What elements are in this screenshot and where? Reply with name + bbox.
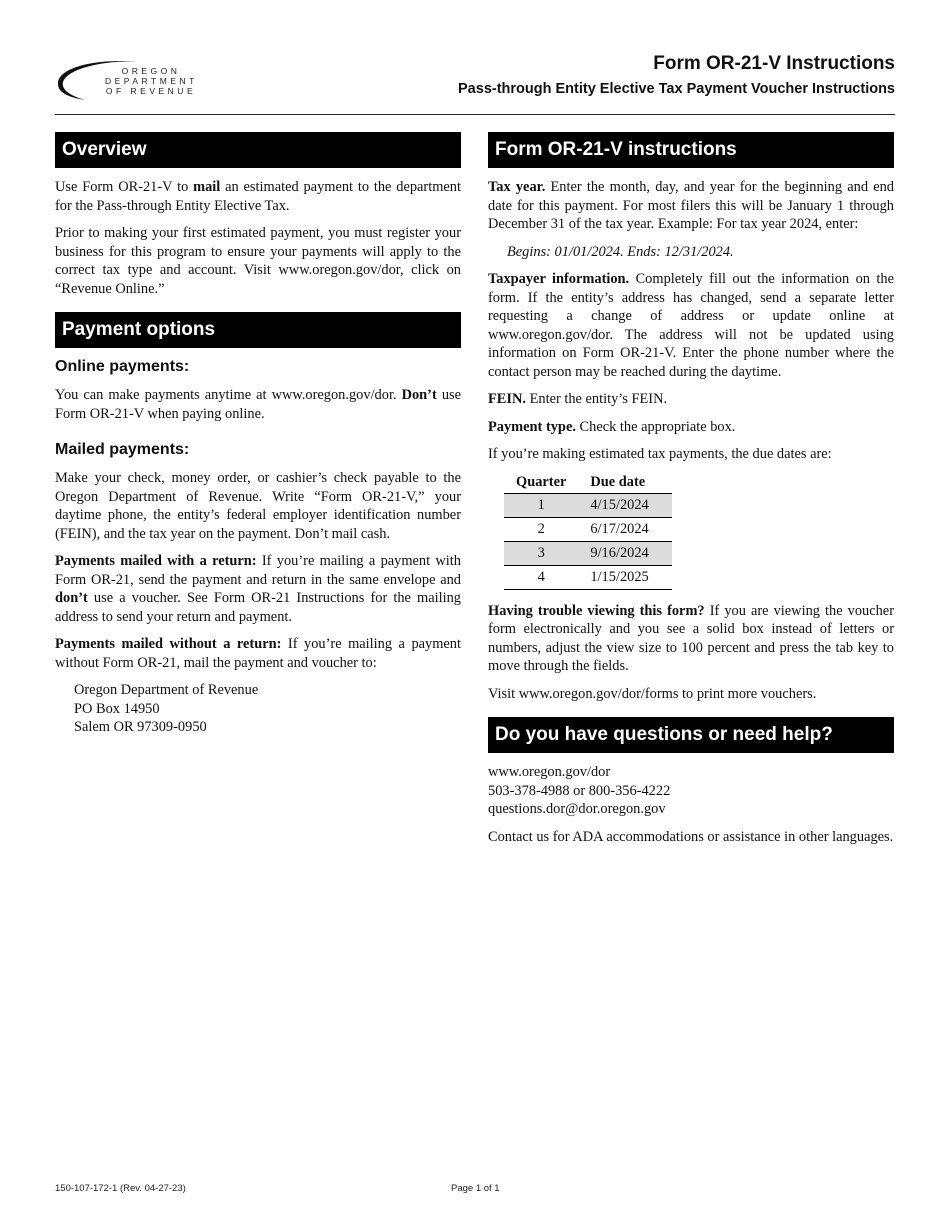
with-return-text: Payments mailed with a return: If you’re mailing a payment with Form OR-21, send the payment and return in the same envelope and don’t use a voucher. See Form OR-21 Instructions for the mailing address to send your return and payment.	[55, 553, 462, 625]
right-column	[488, 132, 894, 855]
table-row	[504, 541, 672, 565]
fein-text: FEIN. Enter the entity’s FEIN.	[488, 391, 668, 407]
help-heading: Do you have questions or need help?	[488, 717, 894, 753]
address-line: Salem OR 97309-0950	[74, 719, 207, 735]
quarter-cell: 3	[504, 541, 578, 565]
trouble-viewing-text: Having trouble viewing this form? If you are viewing the voucher form electronically and you see a solid box instead of letters or numbers, adjust the view size to 100 percent and press the tab key to move through the fields.	[488, 602, 894, 674]
due-dates-table	[504, 472, 672, 590]
due-dates-intro: If you’re making estimated tax payments, the due dates are:	[488, 446, 832, 462]
payment-type-text: Payment type. Check the appropriate box.	[488, 418, 736, 435]
payment-options-heading: Payment options	[55, 312, 461, 348]
help-website: www.oregon.gov/dor	[488, 764, 611, 780]
online-payments-heading: Online payments:	[55, 358, 190, 375]
page-title: Form OR-21-V Instructions	[653, 53, 895, 74]
address-line: Oregon Department of Revenue	[74, 682, 259, 698]
left-column	[55, 132, 461, 737]
oregon-dor-logo	[55, 54, 205, 104]
logo-line-3: OF REVENUE	[105, 86, 197, 96]
due-date-cell: 6/17/2024	[578, 517, 672, 541]
page-number: Page 1 of 1	[451, 1183, 500, 1194]
form-code: 150-107-172-1 (Rev. 04-27-23)	[55, 1183, 186, 1194]
quarter-cell: 2	[504, 517, 578, 541]
table-row	[504, 565, 672, 589]
mailed-payments-heading: Mailed payments:	[55, 441, 190, 458]
due-date-cell: 1/15/2025	[578, 565, 672, 589]
due-date-cell: 9/16/2024	[578, 541, 672, 565]
overview-paragraph-1: Use Form OR-21-V to mail an estimated payment to the department for the Pass-through Entity Elective Tax.	[55, 179, 461, 214]
address-line: PO Box 14950	[74, 700, 160, 717]
mailing-address	[55, 681, 461, 737]
help-email: questions.dor@dor.oregon.gov	[488, 801, 666, 817]
mailed-payments-text: Make your check, money order, or cashier’s check payable to the Oregon Department of Revenue. Write “Form OR-21-V,” your daytime phone, the entity’s federal employer identification number (FEIN), and the tax year on the payment. Don’t mail cash.	[55, 470, 461, 542]
table-row	[504, 493, 672, 517]
page-header	[55, 50, 895, 115]
online-payments-text: You can make payments anytime at www.oregon.gov/dor. Don’t use Form OR-21-V when paying online.	[55, 387, 461, 422]
visit-forms-text: Visit www.oregon.gov/dor/forms to print more vouchers.	[488, 685, 817, 702]
ada-text: Contact us for ADA accommodations or assistance in other languages.	[488, 828, 894, 845]
column-header-due-date: Due date	[578, 472, 672, 494]
logo-line-1: OREGON	[121, 66, 181, 76]
overview-paragraph-2: Prior to making your first estimated payment, you must register your business for this program to ensure your payments will apply to the correct tax type and account. Visit www.oregon.gov/dor, click on “Revenue Online.”	[55, 225, 461, 297]
taxpayer-info-text: Taxpayer information. Completely fill out the information on the form. If the entity’s address has changed, send a separate letter requesting a change of address or update online at www.oregon.gov/dor. The address will not be updated using information on Form OR-21-V. Enter the phone number where the contact person may be reached during the daytime.	[488, 271, 894, 380]
column-header-quarter: Quarter	[504, 472, 578, 494]
quarter-cell: 1	[504, 493, 578, 517]
help-phone: 503-378-4988 or 800-356-4222	[488, 782, 671, 799]
logo-line-2: DEPARTMENT	[105, 76, 198, 86]
instructions-heading: Form OR-21-V instructions	[488, 132, 894, 168]
overview-heading: Overview	[55, 132, 461, 168]
without-return-text: Payments mailed without a return: If you’re mailing a payment without Form OR-21, mail the payment and voucher to:	[55, 636, 461, 671]
tax-year-text: Tax year. Enter the month, day, and year for the beginning and end date for this payment. For most filers this will be January 1 through December 31 of the tax year. Example: For tax year 2024, enter:	[488, 179, 894, 232]
due-date-cell: 4/15/2024	[578, 493, 672, 517]
tax-year-example: Begins: 01/01/2024. Ends: 12/31/2024.	[507, 243, 734, 260]
quarter-cell: 4	[504, 565, 578, 589]
table-row	[504, 517, 672, 541]
page-subtitle: Pass-through Entity Elective Tax Payment Voucher Instructions	[458, 81, 895, 97]
logo-text	[105, 66, 197, 96]
